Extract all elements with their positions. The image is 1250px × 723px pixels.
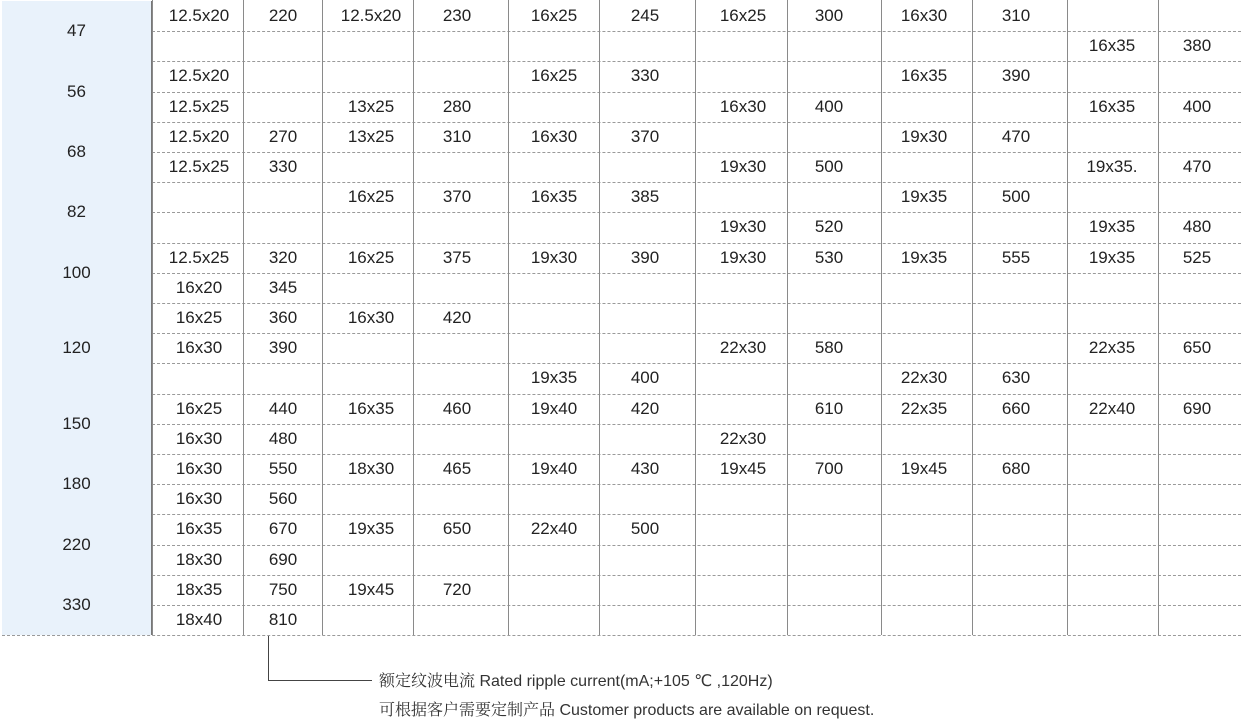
ripple-current-cell: 390 <box>268 338 298 358</box>
row-divider <box>152 545 1241 546</box>
row-divider <box>152 273 1241 274</box>
case-size-cell: 16x30 <box>175 428 223 448</box>
ripple-current-cell: 245 <box>630 6 660 25</box>
case-size-cell: 16x20 <box>175 277 223 297</box>
case-size-cell: 16x30 <box>530 126 578 146</box>
case-size-cell: 16x35 <box>175 519 223 539</box>
row-divider <box>2 454 1241 455</box>
case-size-cell: 18x30 <box>175 549 223 569</box>
ripple-current-cell: 385 <box>630 187 660 207</box>
case-size-cell: 16x25 <box>719 6 767 25</box>
row-divider <box>152 424 1241 425</box>
case-size-cell: 22x35 <box>1088 338 1136 358</box>
ripple-current-cell: 610 <box>814 398 844 418</box>
case-size-cell: 22x30 <box>719 338 767 358</box>
row-divider <box>2 575 1241 576</box>
ripple-current-cell: 220 <box>268 6 298 25</box>
case-size-cell: 16x35 <box>1088 96 1136 116</box>
row-divider <box>152 363 1241 364</box>
case-size-cell: 18x30 <box>347 459 395 478</box>
ripple-current-cell: 650 <box>442 519 472 539</box>
ripple-current-cell: 690 <box>1182 398 1212 418</box>
case-size-cell: 16x25 <box>347 247 395 267</box>
ripple-current-cell: 320 <box>268 247 298 267</box>
ripple-current-cell: 375 <box>442 247 472 267</box>
ripple-current-cell: 680 <box>1001 459 1031 478</box>
case-size-cell: 16x25 <box>175 398 223 418</box>
case-size-cell: 22x40 <box>1088 398 1136 418</box>
case-size-cell: 19x30 <box>719 157 767 176</box>
case-size-cell: 12.5x20 <box>168 126 230 146</box>
ripple-current-cell: 230 <box>442 6 472 25</box>
case-size-cell: 19x45 <box>719 459 767 478</box>
case-size-cell: 19x35 <box>1088 217 1136 237</box>
ripple-current-cell: 370 <box>630 126 660 146</box>
capacitance-cell: 100 <box>2 243 152 303</box>
capacitance-cell: 180 <box>2 454 152 514</box>
column-divider <box>322 0 323 635</box>
ripple-current-cell: 400 <box>814 96 844 116</box>
capacitance-cell: 68 <box>2 122 152 182</box>
ripple-current-cell: 525 <box>1182 247 1212 267</box>
column-divider <box>243 0 244 635</box>
capacitance-cell: 220 <box>2 514 152 574</box>
row-divider <box>2 243 1241 244</box>
case-size-cell: 19x35 <box>347 519 395 539</box>
ripple-current-cell: 270 <box>268 126 298 146</box>
case-size-cell: 16x35 <box>530 187 578 207</box>
ripple-current-cell: 500 <box>814 157 844 176</box>
row-divider <box>152 92 1241 93</box>
case-size-cell: 19x45 <box>900 459 948 478</box>
case-size-cell: 16x30 <box>175 338 223 358</box>
case-size-cell: 19x45 <box>347 579 395 599</box>
case-size-cell: 16x25 <box>530 66 578 86</box>
ripple-current-cell: 420 <box>630 398 660 418</box>
custom-products-note: 可根据客户需要定制产品 Customer products are available on request. <box>379 702 875 719</box>
ripple-current-cell: 700 <box>814 459 844 478</box>
case-size-cell: 13x25 <box>347 126 395 146</box>
case-size-cell: 13x25 <box>347 96 395 116</box>
capacitance-cell: 82 <box>2 182 152 242</box>
ripple-current-cell: 750 <box>268 579 298 599</box>
case-size-cell: 19x30 <box>719 247 767 267</box>
case-size-cell: 16x30 <box>900 6 948 25</box>
ripple-current-cell: 470 <box>1001 126 1031 146</box>
ripple-current-cell: 345 <box>268 277 298 297</box>
case-size-cell: 12.5x20 <box>168 66 230 86</box>
ripple-current-cell: 670 <box>268 519 298 539</box>
ripple-bracket-line <box>268 636 269 680</box>
case-size-cell: 16x30 <box>719 96 767 116</box>
case-size-cell: 12.5x20 <box>340 6 402 25</box>
ripple-current-cell: 465 <box>442 459 472 478</box>
case-size-cell: 22x35 <box>900 398 948 418</box>
column-divider <box>599 0 600 635</box>
ripple-current-cell: 720 <box>442 579 472 599</box>
case-size-cell: 19x30 <box>719 217 767 237</box>
row-divider <box>2 182 1241 183</box>
row-divider <box>2 514 1241 515</box>
case-size-cell: 16x35 <box>900 66 948 86</box>
ripple-current-cell: 560 <box>268 489 298 509</box>
case-size-cell: 22x40 <box>530 519 578 539</box>
row-divider <box>152 152 1241 153</box>
ripple-current-cell: 430 <box>630 459 660 478</box>
ripple-current-cell: 530 <box>814 247 844 267</box>
ripple-current-cell: 660 <box>1001 398 1031 418</box>
column-divider <box>1067 0 1068 635</box>
case-size-cell: 16x25 <box>347 187 395 207</box>
ripple-current-cell: 310 <box>1001 6 1031 25</box>
capacitance-cell: 330 <box>2 575 152 635</box>
ripple-current-cell: 400 <box>630 368 660 388</box>
ripple-current-cell: 390 <box>1001 66 1031 86</box>
row-divider <box>152 605 1241 606</box>
ripple-current-cell: 555 <box>1001 247 1031 267</box>
case-size-cell: 16x30 <box>347 308 395 327</box>
column-divider <box>695 0 696 635</box>
case-size-cell: 16x25 <box>175 308 223 327</box>
capacitance-cell: 56 <box>2 61 152 121</box>
row-divider <box>2 394 1241 395</box>
case-size-cell: 12.5x25 <box>168 247 230 267</box>
ripple-current-cell: 330 <box>630 66 660 86</box>
column-divider <box>787 0 788 635</box>
ripple-current-cell: 400 <box>1182 96 1212 116</box>
ripple-current-cell: 650 <box>1182 338 1212 358</box>
column-divider <box>972 0 973 635</box>
ripple-current-cell: 280 <box>442 96 472 116</box>
ripple-current-cell: 330 <box>268 157 298 176</box>
case-size-cell: 16x30 <box>175 459 223 478</box>
row-divider <box>152 212 1241 213</box>
case-size-cell: 19x35 <box>900 187 948 207</box>
capacitance-cell: 150 <box>2 394 152 454</box>
row-divider <box>2 635 1241 636</box>
ripple-current-cell: 810 <box>268 610 298 629</box>
ripple-current-cell: 480 <box>268 428 298 448</box>
case-size-cell: 22x30 <box>719 428 767 448</box>
ripple-current-cell: 310 <box>442 126 472 146</box>
case-size-cell: 19x40 <box>530 459 578 478</box>
ripple-current-cell: 690 <box>268 549 298 569</box>
case-size-cell: 19x40 <box>530 398 578 418</box>
ripple-current-cell: 520 <box>814 217 844 237</box>
column-divider <box>508 0 509 635</box>
case-size-cell: 16x25 <box>530 6 578 25</box>
column-divider <box>881 0 882 635</box>
column-divider <box>413 0 414 635</box>
case-size-cell: 16x35 <box>1088 36 1136 56</box>
case-size-cell: 16x30 <box>175 489 223 509</box>
case-size-cell: 19x35. <box>1086 157 1138 176</box>
row-divider <box>152 333 1241 334</box>
ripple-current-note: 额定纹波电流 Rated ripple current(mA;+105 ℃ ,120Hz) <box>379 673 773 690</box>
ripple-current-cell: 380 <box>1182 36 1212 56</box>
ripple-current-cell: 470 <box>1182 157 1212 176</box>
case-size-cell: 22x30 <box>900 368 948 388</box>
ripple-current-cell: 550 <box>268 459 298 478</box>
case-size-cell: 12.5x25 <box>168 96 230 116</box>
case-size-cell: 19x30 <box>530 247 578 267</box>
case-size-cell: 18x40 <box>175 610 223 629</box>
capacitance-cell: 47 <box>2 1 152 61</box>
ripple-current-cell: 580 <box>814 338 844 358</box>
column-divider <box>152 0 153 635</box>
case-size-cell: 18x35 <box>175 579 223 599</box>
capacitance-cell: 120 <box>2 303 152 394</box>
case-size-cell: 19x30 <box>900 126 948 146</box>
ripple-current-cell: 300 <box>814 6 844 25</box>
row-divider <box>152 31 1241 32</box>
ripple-bracket-line <box>268 680 372 681</box>
case-size-cell: 19x35 <box>530 368 578 388</box>
ripple-current-cell: 360 <box>268 308 298 327</box>
column-divider <box>1158 0 1159 635</box>
row-divider <box>2 122 1241 123</box>
case-size-cell: 19x35 <box>900 247 948 267</box>
ripple-current-cell: 500 <box>630 519 660 539</box>
ripple-current-cell: 460 <box>442 398 472 418</box>
case-size-cell: 16x35 <box>347 398 395 418</box>
ripple-current-cell: 440 <box>268 398 298 418</box>
row-divider <box>2 303 1241 304</box>
ripple-current-cell: 480 <box>1182 217 1212 237</box>
row-divider <box>152 484 1241 485</box>
ripple-current-cell: 630 <box>1001 368 1031 388</box>
ripple-current-cell: 500 <box>1001 187 1031 207</box>
case-size-cell: 12.5x25 <box>168 157 230 176</box>
case-size-cell: 12.5x20 <box>168 6 230 25</box>
ripple-current-cell: 370 <box>442 187 472 207</box>
case-size-cell: 19x35 <box>1088 247 1136 267</box>
row-divider <box>2 61 1241 62</box>
ripple-current-cell: 420 <box>442 308 472 327</box>
ripple-current-cell: 390 <box>630 247 660 267</box>
